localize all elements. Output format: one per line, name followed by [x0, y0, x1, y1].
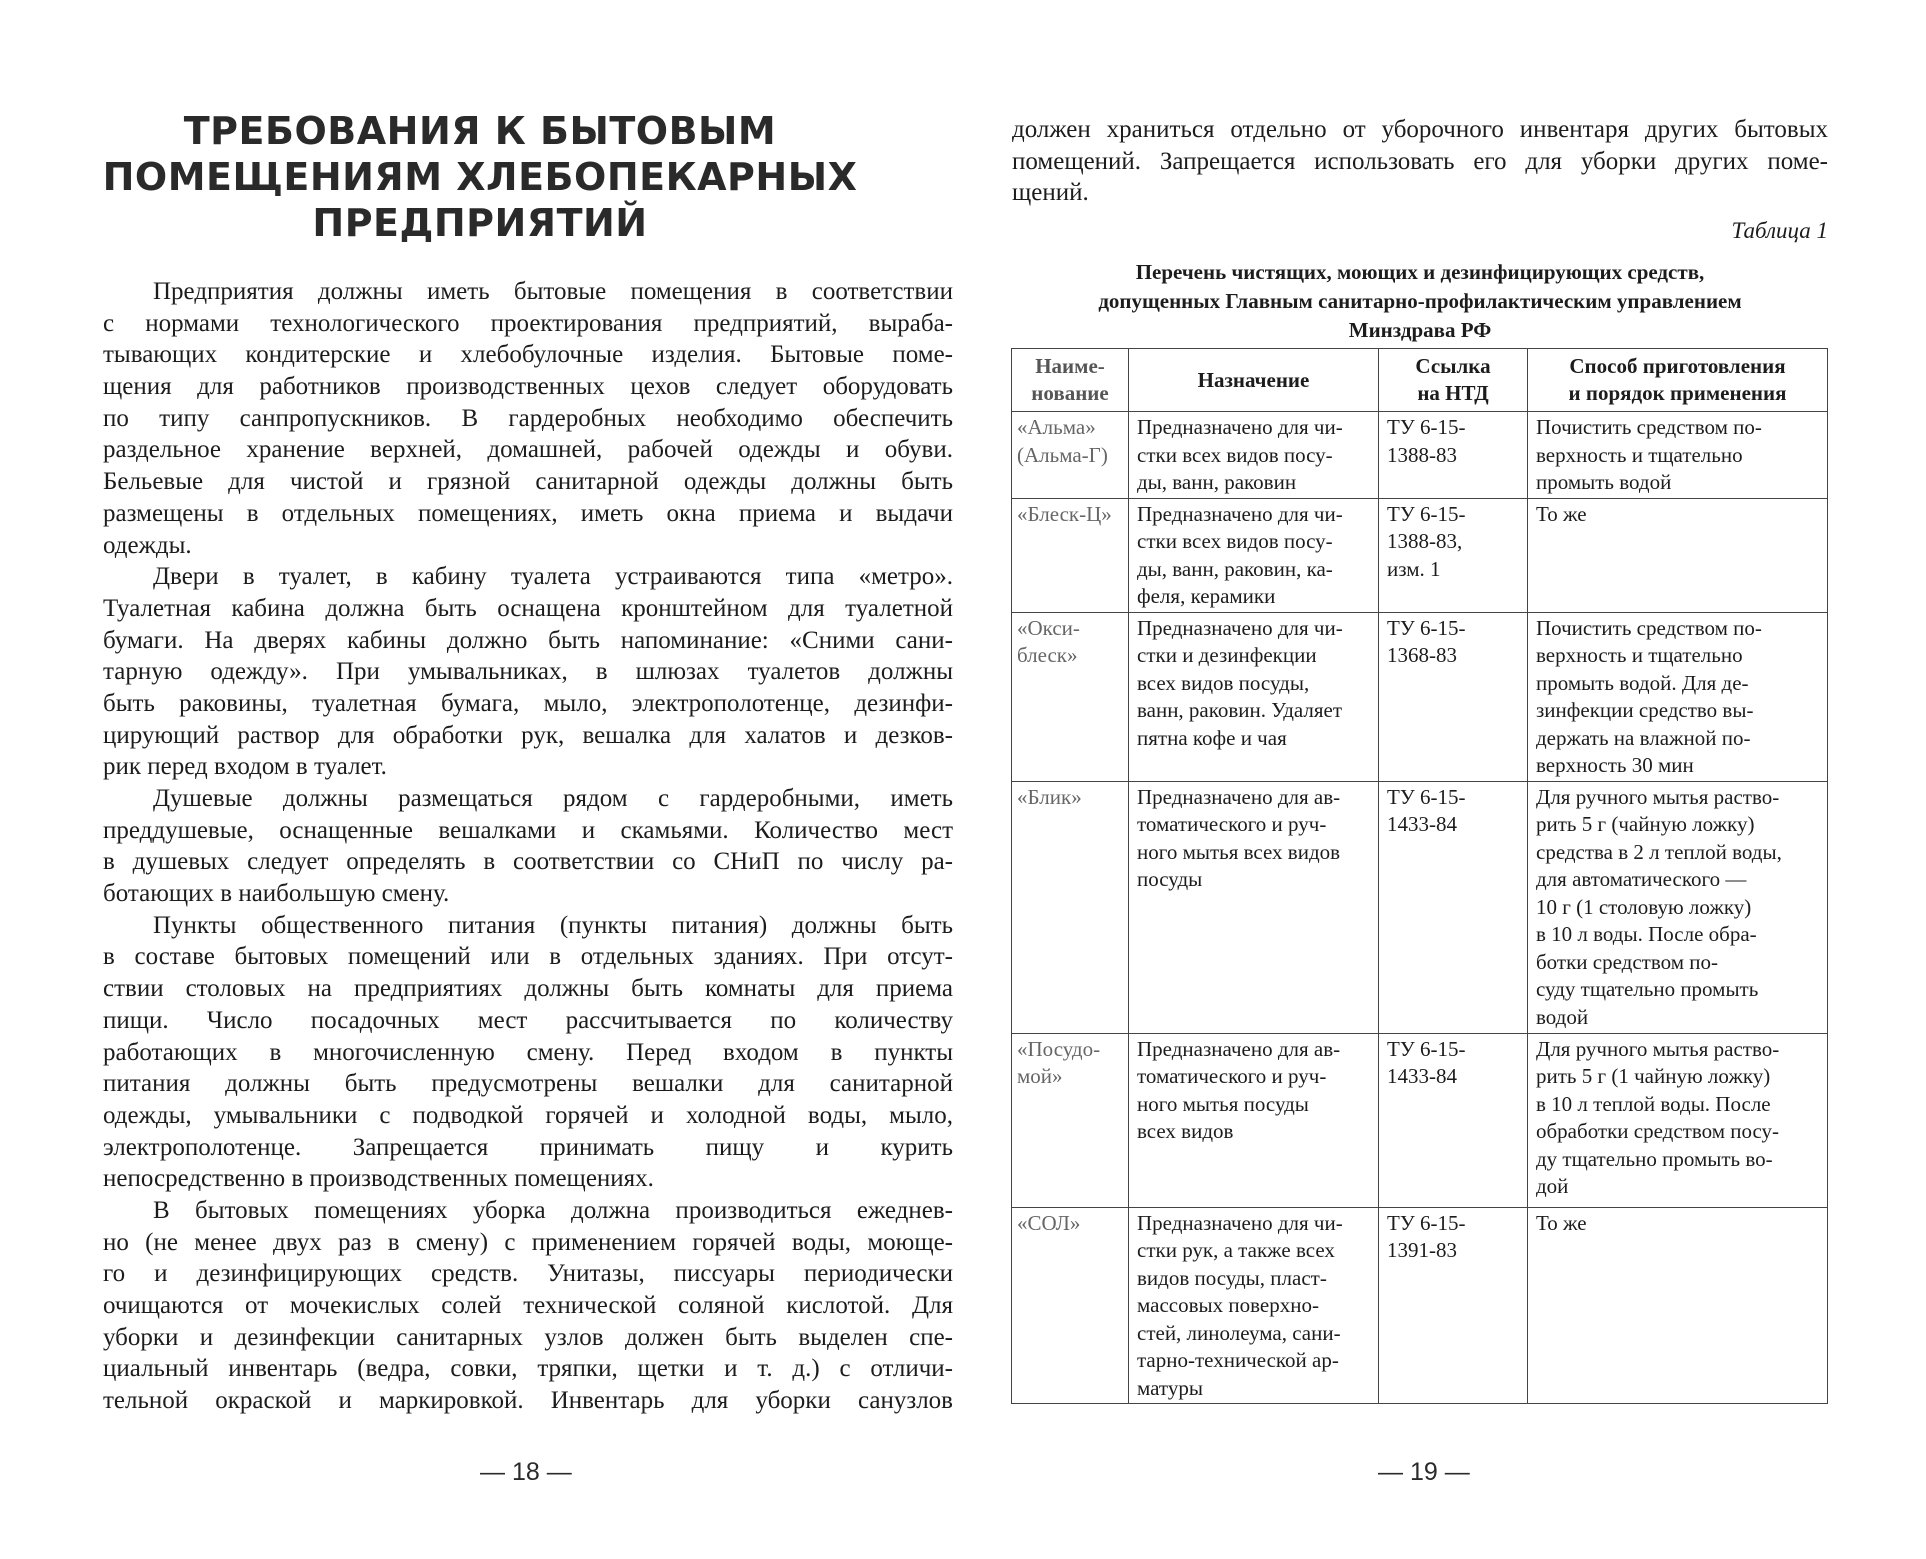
text-line: тывающих кондитерские и хлебобулочные изделия. Бытовые поме-: [103, 341, 953, 369]
text-line: одежды, умывальники с подводкой горячей и холодной воды, мыло,: [103, 1101, 953, 1129]
text-line: тарную одежду». При умывальниках, в шлюзах туалетов должны: [103, 658, 953, 686]
cell-name: «Посудо- мой»: [1012, 1033, 1129, 1207]
text-line: ствии столовых на предприятиях должны быть комнаты для приема: [103, 975, 953, 1003]
cell-name: «Окси- блеск»: [1012, 612, 1129, 781]
cell-method: То же: [1528, 1207, 1828, 1404]
text-line: бумаги. На дверях кабины должно быть напоминание: «Сними сани-: [103, 626, 953, 654]
cell-name: «Альма» (Альма-Г): [1012, 412, 1129, 499]
text-line: Душевые должны размещаться рядом с гардеробными, иметь: [153, 785, 953, 812]
cell-reference: ТУ 6-15- 1433-84: [1379, 781, 1528, 1033]
text-line: очищаются от мочекислых солей технической соляной кислотой. Для: [103, 1292, 953, 1319]
cell-method: Почистить средством по- верхность и тщательно промыть водой: [1528, 412, 1828, 499]
page-number: — 19 —: [1378, 1458, 1470, 1486]
title-line: ТРЕБОВАНИЯ К БЫТОВЫМ: [183, 109, 777, 153]
text-line: Пункты общественного питания (пункты питания) должны быть: [153, 911, 953, 939]
products-table: [1011, 348, 1828, 1404]
cell-method: То же: [1528, 498, 1828, 612]
text-line: уборки и дезинфекции санитарных узлов должен быть выделен спе-: [103, 1323, 953, 1351]
caption-line: Минздрава РФ: [1348, 318, 1492, 342]
text-line: электрополотенце. Запрещается принимать пищу и курить: [103, 1133, 953, 1161]
cell-purpose: Предназначено для чи- стки и дезинфекции всех видов посуды, ванн, раковин. Удаляет пятна кофе и чая: [1129, 612, 1379, 781]
cell-purpose: Предназначено для чи- стки всех видов посу- ды, ванн, раковин: [1129, 412, 1379, 499]
table-row: [1012, 1207, 1828, 1404]
text-line: пищи. Число посадочных мест рассчитывается по количеству: [103, 1006, 953, 1034]
text-line: рик перед входом в туалет.: [103, 753, 387, 781]
table-row: [1012, 612, 1828, 781]
cell-reference: ТУ 6-15- 1433-84: [1379, 1033, 1528, 1207]
table-header-row: [1012, 349, 1828, 412]
cell-reference: ТУ 6-15- 1368-83: [1379, 612, 1528, 781]
text-line: с нормами технологического проектирования предприятий, выраба-: [103, 309, 953, 337]
text-line: работающих в многочисленную смену. Перед входом в пункты: [103, 1038, 953, 1066]
text-line: Предприятия должны иметь бытовые помещения в соответствии: [153, 278, 953, 305]
text-line: быть раковины, туалетная бумага, мыло, электрополотенце, дезинфи-: [103, 689, 953, 717]
caption-line: Перечень чистящих, моющих и дезинфицирующих средств,: [1135, 260, 1705, 284]
text-line: циальный инвентарь (ведра, совки, тряпки, щетки и т. д.) с отличи-: [103, 1355, 953, 1383]
text-line: непосредственно в производственных помещениях.: [103, 1165, 654, 1193]
text-line: щения для работников производственных цехов следует оборудовать: [103, 373, 953, 401]
cell-name: «Блеск-Ц»: [1012, 498, 1129, 612]
cell-name: «Блик»: [1012, 781, 1129, 1033]
text-line: но (не менее двух раз в смену) с применением горячей воды, моюще-: [103, 1228, 953, 1256]
text-line: Двери в туалет, в кабину туалета устраиваются типа «метро».: [153, 563, 953, 591]
text-line: в составе бытовых помещений или в отдельных зданиях. При отсут-: [103, 943, 953, 971]
header-purpose: Назначение: [1129, 349, 1379, 412]
table-caption: [1010, 258, 1830, 345]
text-line: питания должны быть предусмотрены вешалки для санитарной: [103, 1070, 953, 1098]
text-line: должен храниться отдельно от уборочного инвентаря других бытовых: [1012, 116, 1828, 143]
cell-reference: ТУ 6-15- 1388-83, изм. 1: [1379, 498, 1528, 612]
table-row: [1012, 412, 1828, 499]
caption-line: допущенных Главным санитарно-профилактическим управлением: [1098, 289, 1742, 313]
header-reference: Ссылка на НТД: [1379, 349, 1528, 412]
text-line: по типу санпропускников. В гардеробных необходимо обеспечить: [103, 404, 953, 432]
text-line: в душевых следует определять в соответствии со СНиП по числу ра-: [103, 848, 953, 876]
cell-purpose: Предназначено для чи- стки рук, а также всех видов посуды, пласт- массовых поверхно- стей, линолеума, сани- тарно-технической ар- матуры: [1129, 1207, 1379, 1404]
table-row: [1012, 1033, 1828, 1207]
table-row: [1012, 498, 1828, 612]
page-title: [100, 108, 860, 246]
continuation-text: [1012, 114, 1828, 209]
text-line: раздельное хранение верхней, домашней, рабочей одежды и обуви.: [103, 436, 953, 464]
title-line: ПОМЕЩЕНИЯМ ХЛЕБОПЕКАРНЫХ: [102, 155, 858, 199]
cell-name: «СОЛ»: [1012, 1207, 1129, 1404]
table-label: Таблица 1: [1731, 218, 1828, 243]
header-method: Способ приготовления и порядок применения: [1528, 349, 1828, 412]
text-line: В бытовых помещениях уборка должна производиться ежеднев-: [153, 1196, 953, 1224]
cell-reference: ТУ 6-15- 1391-83: [1379, 1207, 1528, 1404]
text-line: щений.: [1012, 179, 1089, 206]
text-line: Туалетная кабина должна быть оснащена кронштейном для туалетной: [103, 594, 953, 622]
cell-method: Почистить средством по- верхность и тщательно промыть водой. Для де- зинфекции средство вы- держать на влажной по- верхность 30 мин: [1528, 612, 1828, 781]
cell-method: Для ручного мытья раство- рить 5 г (1 чайную ложку) в 10 л теплой воды. После обработки средством посу- ду тщательно промыть во- дой: [1528, 1033, 1828, 1207]
cell-purpose: Предназначено для ав- томатического и руч- ного мытья всех видов посуды: [1129, 781, 1379, 1033]
text-line: одежды.: [103, 531, 192, 559]
cell-purpose: Предназначено для чи- стки всех видов посу- ды, ванн, раковин, ка- феля, керамики: [1129, 498, 1379, 612]
cell-method: Для ручного мытья раство- рить 5 г (чайную ложку) средства в 2 л теплой воды, для автоматического — 10 г (1 столовую ложку) в 10 л воды. После обра- ботки средством по- суду тщательно промыть водой: [1528, 781, 1828, 1033]
text-line: го и дезинфицирующих средств. Унитазы, писсуары периодически: [103, 1260, 953, 1288]
text-line: размещены в отдельных помещениях, иметь окна приема и выдачи: [103, 499, 953, 527]
text-line: тельной окраской и маркировкой. Инвентарь для уборки санузлов: [103, 1387, 953, 1415]
cell-purpose: Предназначено для ав- томатического и руч- ного мытья посуды всех видов: [1129, 1033, 1379, 1207]
page-number: — 18 —: [480, 1458, 572, 1486]
body-text: [103, 276, 953, 1417]
text-line: помещений. Запрещается использовать его для уборки других поме-: [1012, 147, 1828, 175]
title-line: ПРЕДПРИЯТИЙ: [312, 201, 648, 245]
text-line: цирующий раствор для обработки рук, вешалка для халатов и дезков-: [103, 721, 953, 749]
table-row: [1012, 781, 1828, 1033]
text-line: ботающих в наибольшую смену.: [103, 880, 450, 908]
cell-reference: ТУ 6-15- 1388-83: [1379, 412, 1528, 499]
header-name: Наиме- нование: [1012, 349, 1129, 412]
text-line: преддушевые, оснащенные вешалками и скамьями. Количество мест: [103, 816, 953, 844]
text-line: Бельевые для чистой и грязной санитарной одежды должны быть: [103, 468, 953, 496]
